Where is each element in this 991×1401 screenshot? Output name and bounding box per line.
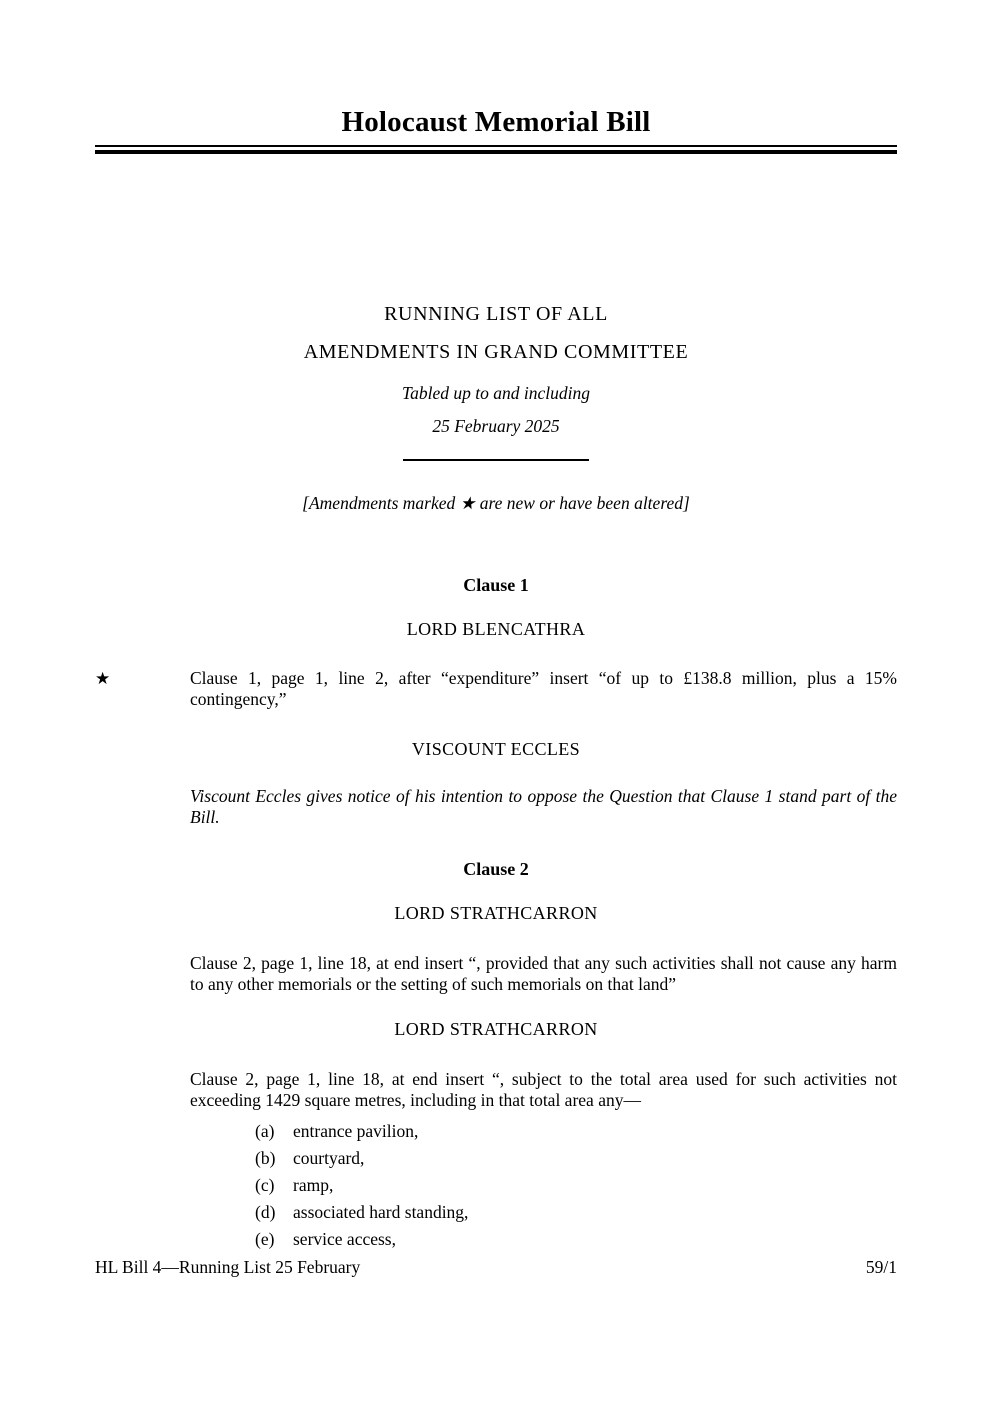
list-item-text: courtyard, — [293, 1148, 365, 1168]
amendment-clause2-first — [190, 953, 897, 995]
list-item-text: entrance pavilion, — [293, 1121, 419, 1141]
list-item — [255, 1202, 897, 1223]
list-item-label: (b) — [255, 1148, 276, 1168]
tabled-up-to-line: Tabled up to and including — [402, 383, 590, 403]
amendments-marked-note: [Amendments marked ★ are new or have been altered] — [302, 493, 690, 513]
clause-2-heading: Clause 2 — [463, 859, 529, 879]
footer-bill-reference: HL Bill 4—Running List 25 February — [95, 1257, 361, 1277]
list-item-label: (d) — [255, 1202, 276, 1222]
separator-rule — [403, 459, 589, 461]
list-item — [255, 1229, 897, 1250]
list-item-label: (a) — [255, 1121, 275, 1141]
amendment-sub-list — [255, 1121, 897, 1250]
title-double-rule — [95, 145, 897, 154]
oppose-question-notice: Viscount Eccles gives notice of his intention to oppose the Question that Clause 1 stand part of the Bill. — [190, 786, 897, 827]
mover-lord-strathcarron-1: LORD STRATHCARRON — [394, 903, 598, 923]
list-item-label: (c) — [255, 1175, 275, 1195]
amendment-clause2-second-text: Clause 2, page 1, line 18, at end insert “, subject to the total area used for such activities not exceeding 1429 square metres, including in that total area any— — [190, 1069, 897, 1110]
mover-lord-blencathra: LORD BLENCATHRA — [406, 619, 586, 639]
document-content — [95, 104, 897, 1250]
new-amendment-star-icon: ★ — [95, 669, 111, 688]
list-item-text: service access, — [293, 1229, 396, 1249]
tabled-date-line: 25 February 2025 — [432, 416, 560, 436]
list-item-text: associated hard standing, — [293, 1202, 469, 1222]
page-footer — [95, 1257, 897, 1278]
mover-lord-strathcarron-2: LORD STRATHCARRON — [394, 1019, 598, 1039]
amendment-clause2-first-text: Clause 2, page 1, line 18, at end insert “, provided that any such activities shall not cause any harm to any other memorials or the setting of such memorials on that land” — [190, 953, 897, 994]
list-item — [255, 1148, 897, 1169]
amendment-clause1 — [95, 668, 897, 710]
list-item-text: ramp, — [293, 1175, 334, 1195]
mover-viscount-eccles: VISCOUNT ECCLES — [411, 739, 581, 759]
footer-page-number: 59/1 — [865, 1257, 897, 1277]
list-item — [255, 1121, 897, 1142]
running-list-heading: RUNNING LIST OF ALL — [384, 303, 608, 325]
clause-1-heading: Clause 1 — [463, 575, 529, 595]
bill-title: Holocaust Memorial Bill — [341, 106, 651, 138]
list-item — [255, 1175, 897, 1196]
amendment-clause1-text: Clause 1, page 1, line 2, after “expenditure” insert “of up to £138.8 million, plus a 15% contingency,” — [190, 668, 897, 709]
amendments-committee-heading: AMENDMENTS IN GRAND COMMITTEE — [303, 341, 689, 363]
list-item-label: (e) — [255, 1229, 275, 1249]
amendment-clause2-second — [190, 1069, 897, 1111]
